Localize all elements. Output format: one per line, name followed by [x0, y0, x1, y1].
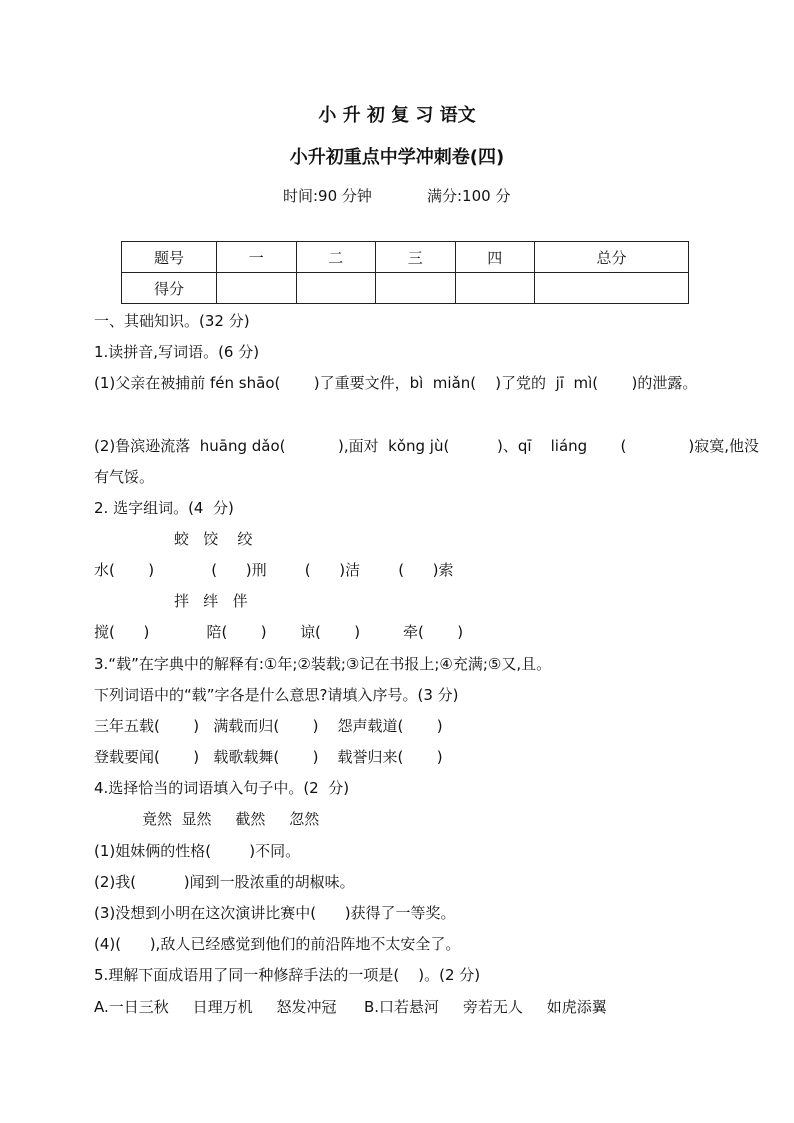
score-cell[interactable] — [376, 273, 456, 304]
table-cell: 得分 — [122, 273, 217, 304]
score-cell[interactable] — [296, 273, 376, 304]
series-title: 小 升 初 复 习 语文 — [318, 105, 476, 126]
question-4-prompt: 4.选择恰当的词语填入句子中。(2 分) — [94, 779, 350, 797]
score-table — [121, 241, 689, 304]
question-3-row-2: 登载要闻( ) 载歌载舞( ) 载誉归来( ) — [94, 748, 443, 766]
question-1-item-1: (1)父亲在被捕前 fén shāo( )了重要文件，bì miǎn( )了党的 jī mì( )的泄露。 — [94, 374, 698, 392]
question-2-blanks-2: 搅( ) 陪( ) 谅( ) 牵( ) — [94, 623, 464, 641]
section-heading: 一、其础知识。(32 分) — [94, 312, 250, 330]
question-2-prompt: 2. 选字组词。(4 分) — [94, 499, 234, 517]
question-4-sentence-1: (1)姐妹俩的性格( )不同。 — [94, 842, 301, 860]
table-cell: 总分 — [535, 242, 689, 273]
question-2-chars-1: 蛟 饺 绞 — [174, 530, 253, 548]
question-1-item-2-cont: 有气馁。 — [94, 468, 155, 486]
question-5-prompt: 5.理解下面成语用了同一种修辞手法的一项是( )。(2 分) — [94, 966, 481, 984]
score-table-score-row — [122, 273, 689, 304]
table-cell: 一 — [217, 242, 297, 273]
question-4-sentence-4: (4)( ),敌人已经感觉到他们的前沿阵地不太安全了。 — [94, 935, 461, 953]
question-4-options: 竟然 显然 截然 忽然 — [142, 810, 320, 828]
table-cell: 二 — [296, 242, 376, 273]
question-3-row-1: 三年五载( ) 满载而归( ) 怨声载道( ) — [94, 717, 443, 735]
score-table-header-row — [122, 242, 689, 273]
question-5-option-a: A.一日三秋 日理万机 怒发冲冠 — [94, 998, 337, 1016]
question-1-item-2: (2)鲁滨逊流落 huāng dǎo( ),面对 kǒng jù( )、qī liáng ( )寂寞,他没 — [94, 437, 760, 455]
table-cell: 题号 — [122, 242, 217, 273]
question-3-prompt: 3.“载”在字典中的解释有:①年;②装载;③记在书报上;④充满;⑤又,且。 — [94, 655, 552, 673]
table-cell: 四 — [455, 242, 535, 273]
question-2-chars-2: 拌 绊 伴 — [174, 592, 248, 610]
question-2-blanks-1: 水( ) ( )刑 ( )洁 ( )索 — [94, 561, 454, 579]
exam-title: 小升初重点中学冲刺卷(四) — [289, 147, 505, 168]
score-cell[interactable] — [455, 273, 535, 304]
question-1-prompt: 1.读拼音,写词语。(6 分) — [94, 343, 260, 361]
question-4-sentence-3: (3)没想到小明在这次演讲比赛中( )获得了一等奖。 — [94, 904, 456, 922]
question-5-option-b: B.口若悬河 旁若无人 如虎添翼 — [364, 998, 607, 1016]
question-4-sentence-2: (2)我( )闻到一股浓重的胡椒味。 — [94, 873, 355, 891]
question-3-instruction: 下列词语中的“载”字各是什么意思?请填入序号。(3 分) — [94, 686, 459, 704]
full-score: 满分:100 分 — [427, 187, 511, 205]
time-limit: 时间:90 分钟 — [283, 187, 372, 205]
score-cell[interactable] — [217, 273, 297, 304]
table-cell: 三 — [376, 242, 456, 273]
score-cell[interactable] — [535, 273, 689, 304]
